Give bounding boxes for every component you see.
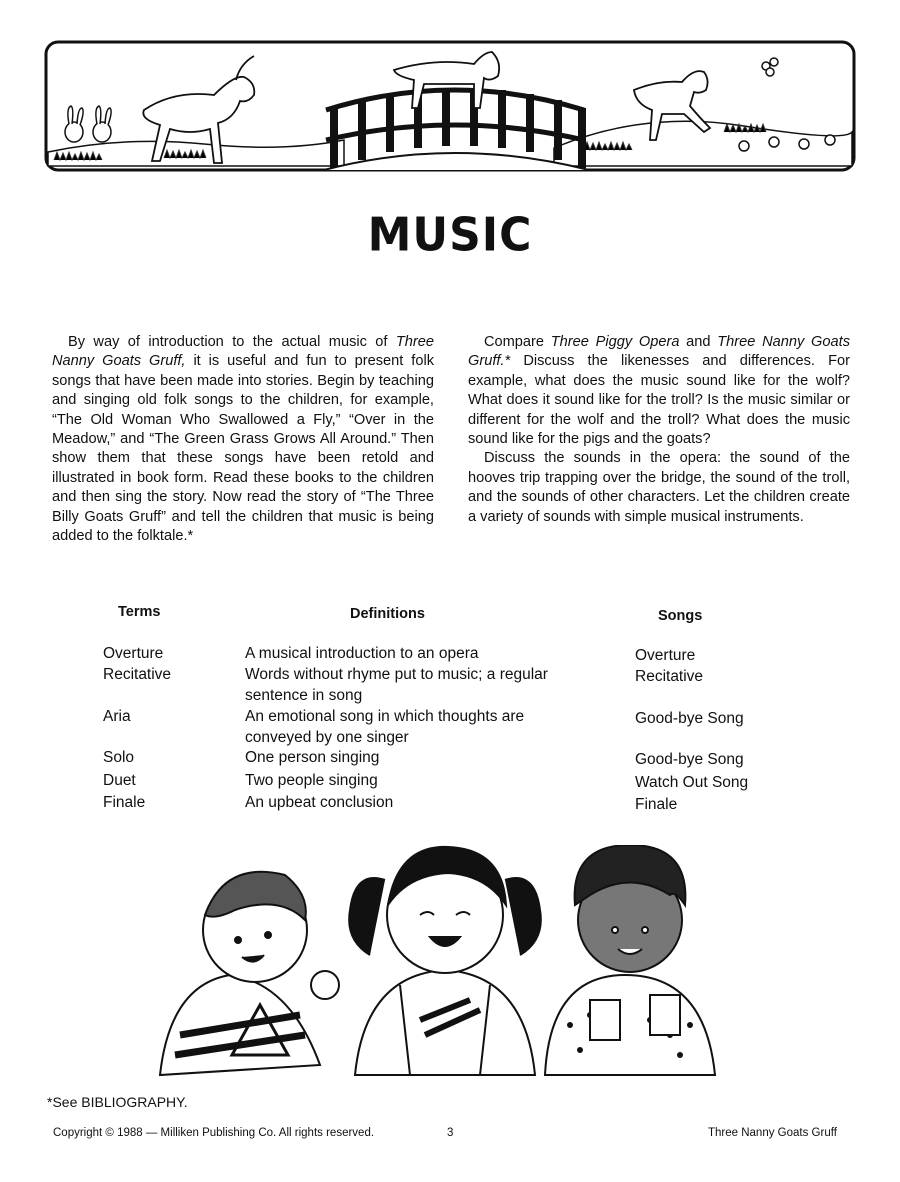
header-definitions: Definitions: [350, 606, 425, 622]
book-title-footer: Three Nanny Goats Gruff: [708, 1127, 837, 1139]
compare-book-b: Three Nanny Goats Gruff.*: [468, 334, 850, 370]
term-cell: Solo: [103, 749, 135, 766]
definition-cell: A musical introduction to an opera: [245, 645, 479, 662]
compare-book-a: Three Piggy Opera: [550, 334, 680, 350]
compare-paragraph: [468, 333, 850, 449]
song-cell: Finale: [635, 796, 678, 813]
compare-text-c: Discuss the likenesses and differences. For example, what does the music sound like for the wolf? What does it sound like for the troll? Is the music similar or different for the wolf and the troll? What does the music sound like for the pigs and the goats?: [468, 353, 850, 448]
definition-cell: Two people singing: [245, 772, 378, 789]
page-title: MUSIC: [367, 208, 533, 263]
bibliography-note: *See BIBLIOGRAPHY.: [47, 1094, 188, 1110]
song-cell: Good-bye Song: [635, 751, 744, 768]
term-cell: Duet: [103, 772, 136, 789]
intro-book-title: Three Nanny Goats Gruff,: [52, 334, 434, 370]
term-cell: Recitative: [103, 666, 172, 683]
term-cell: Overture: [103, 645, 164, 662]
header-songs: Songs: [658, 608, 703, 624]
page-number: 3: [447, 1127, 454, 1139]
header-terms: Terms: [118, 604, 161, 620]
compare-text-a: Compare: [484, 334, 551, 350]
definition-cell: An upbeat conclusion: [245, 794, 394, 811]
compare-column: [468, 333, 850, 527]
definition-cell: Words without rhyme put to music; a regular sentence in song: [245, 666, 548, 704]
intro-text-a: By way of introduction to the actual music of: [68, 334, 396, 350]
song-cell: Recitative: [635, 668, 704, 685]
intro-paragraph: [52, 333, 434, 546]
intro-column: [52, 333, 434, 546]
definition-cell: One person singing: [245, 749, 380, 766]
goats-bridge-banner: [44, 40, 856, 172]
children-playing-instruments: [150, 845, 730, 1085]
term-cell: Aria: [103, 708, 131, 725]
song-cell: Watch Out Song: [635, 774, 749, 791]
song-cell: Good-bye Song: [635, 710, 744, 727]
song-cell: Overture: [635, 647, 696, 664]
copyright: Copyright © 1988 — Milliken Publishing Co. All rights reserved.: [53, 1127, 375, 1139]
term-cell: Finale: [103, 794, 146, 811]
sounds-paragraph: Discuss the sounds in the opera: the sound of the hooves trip trapping over the bridge, the sound of the troll, and the sounds of other characters. Let the children create a variety of sounds with simple musical instruments.: [468, 450, 850, 525]
compare-text-b: and: [679, 334, 718, 350]
intro-text-b: it is useful and fun to present folk songs that have been made into stories. Begin by teaching and singing old folk songs to the children, for example, “The Old Woman Who Swallowed a Fly,” “Over in the Meadow,” and “The Green Grass Grows All Around.” Then show them that these songs have been retold and illustrated in book form. Read these books to the children and then sing the story. Now read the story of “The Three Billy Goats Gruff” and tell the children that music is being added to the folktale.*: [52, 353, 434, 545]
definition-cell: An emotional song in which thoughts are conveyed by one singer: [245, 708, 525, 746]
